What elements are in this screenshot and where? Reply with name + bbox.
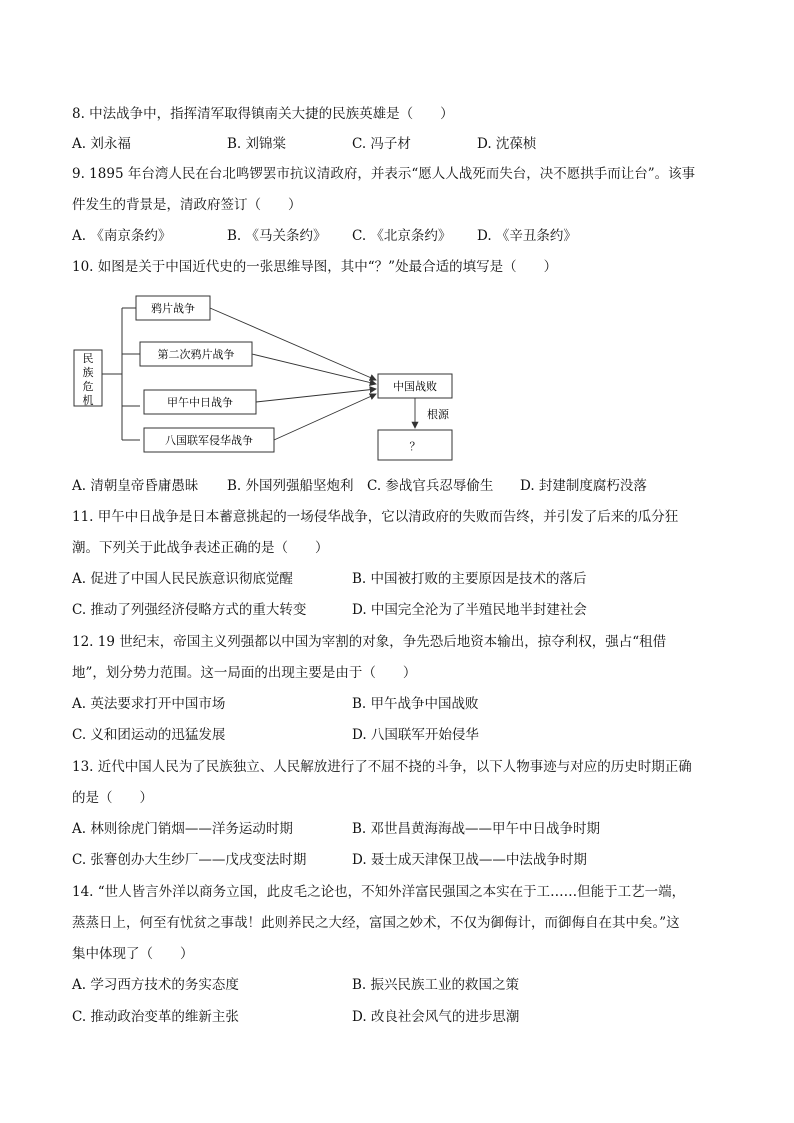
q9-option-c: C. 《北京条约》 <box>352 228 452 244</box>
war-label-3: 甲午中日战争 <box>167 396 233 409</box>
q12-option-a: A. 英法要求打开中国市场 <box>72 696 226 712</box>
q9-option-a: A. 《南京条约》 <box>72 228 172 244</box>
q8-option-a: A. 刘永福 <box>72 136 131 152</box>
q12-option-c: C. 义和团运动的迅猛发展 <box>72 727 226 743</box>
q11-option-d: D. 中国完全沦为了半殖民地半封建社会 <box>352 602 587 618</box>
q9-stem-line2: 件发生的背景是，清政府签订（ ） <box>72 197 302 213</box>
war-label-1: 鸦片战争 <box>151 302 195 315</box>
q8-stem: 8. 中法战争中，指挥清军取得镇南关大捷的民族英雄是（ ） <box>72 106 454 122</box>
q13-option-d: D. 聂士成天津保卫战——中法战争时期 <box>352 852 587 868</box>
q10-stem: 10. 如图是关于中国近代史的一张思维导图，其中“？”处最合适的填写是（ ） <box>72 259 558 275</box>
root-label: 根源 <box>427 408 449 421</box>
war-label-2: 第二次鸦片战争 <box>157 348 235 361</box>
q11-stem-line1: 11. 甲午中日战争是日本蓄意挑起的一场侵华战争，它以清政府的失败而告终，并引发了后来的瓜分狂 <box>72 509 679 525</box>
q13-option-c: C. 张謇创办大生纱厂——戊戌变法时期 <box>72 852 307 868</box>
result-label: 中国战败 <box>393 380 437 393</box>
q10-option-c: C. 参战官兵忍辱偷生 <box>367 478 494 494</box>
q8-option-d: D. 沈葆桢 <box>477 136 537 152</box>
q14-stem-line1: 14. “世人皆言外洋以商务立国，此皮毛之论也，不知外洋富民强国之本实在于工……但能于工艺一端， <box>72 884 686 900</box>
q14-option-a: A. 学习西方技术的务实态度 <box>72 977 239 993</box>
q13-option-b: B. 邓世昌黄海海战——甲午中日战争时期 <box>352 821 601 837</box>
q9-stem-line1: 9. 1895 年台湾人民在台北鸣锣罢市抗议清政府，并表示“愿人人战死而失台，决不愿拱手而让台”。该事 <box>72 166 696 182</box>
q11-option-b: B. 中国被打败的主要原因是技术的落后 <box>352 571 587 587</box>
q11-option-a: A. 促进了中国人民民族意识彻底觉醒 <box>72 571 293 587</box>
q13-stem-line1: 13. 近代中国人民为了民族独立、人民解放进行了不屈不挠的斗争，以下人物事迹与对应的历史时期正确 <box>72 759 692 775</box>
q12-option-b: B. 甲午战争中国战败 <box>352 696 479 712</box>
q10-option-a: A. 清朝皇帝昏庸愚昧 <box>72 478 199 494</box>
q10-option-d: D. 封建制度腐朽没落 <box>520 478 647 494</box>
arrow-4 <box>274 394 376 440</box>
left-box-char-2: 族 <box>82 366 94 379</box>
q10-option-b: B. 外国列强船坚炮利 <box>227 478 354 494</box>
arrow-1 <box>210 308 376 380</box>
q8-option-c: C. 冯子材 <box>352 136 411 152</box>
left-box-char-4: 机 <box>82 394 94 407</box>
q14-option-b: B. 振兴民族工业的救国之策 <box>352 977 520 993</box>
q12-option-d: D. 八国联军开始侵华 <box>352 727 479 743</box>
war-label-4: 八国联军侵华战争 <box>165 434 253 447</box>
q14-stem-line3: 集中体现了（ ） <box>72 946 194 962</box>
arrow-3 <box>256 389 376 402</box>
q13-stem-line2: 的是（ ） <box>72 790 153 806</box>
q11-stem-line2: 潮。下列关于此战争表述正确的是（ ） <box>72 540 329 556</box>
q13-option-a: A. 林则徐虎门销烟——洋务运动时期 <box>72 821 293 837</box>
mind-map-diagram <box>72 288 462 463</box>
unknown-label: ？ <box>409 440 421 453</box>
bracket-connector <box>102 308 140 440</box>
q11-option-c: C. 推动了列强经济侵略方式的重大转变 <box>72 602 307 618</box>
q8-option-b: B. 刘锦棠 <box>227 136 287 152</box>
q9-option-b: B. 《马关条约》 <box>227 228 327 244</box>
q14-option-d: D. 改良社会风气的进步思潮 <box>352 1009 520 1025</box>
left-box-char-1: 民 <box>82 352 94 365</box>
q14-option-c: C. 推动政治变革的维新主张 <box>72 1009 239 1025</box>
q9-option-d: D. 《辛丑条约》 <box>477 228 577 244</box>
q14-stem-line2: 蒸蒸日上，何至有忧贫之事哉！此则养民之大经，富国之妙术，不仅为御侮计，而御侮自在其中矣。”这 <box>72 915 680 931</box>
left-box-char-3: 危 <box>82 380 94 393</box>
q12-stem-line2: 地”，划分势力范围。这一局面的出现主要是由于（ ） <box>72 665 417 681</box>
q12-stem-line1: 12. 19 世纪末，帝国主义列强都以中国为宰割的对象，争先恐后地资本输出，掠夺利权，强占“租借 <box>72 634 667 650</box>
arrow-2 <box>252 354 376 384</box>
